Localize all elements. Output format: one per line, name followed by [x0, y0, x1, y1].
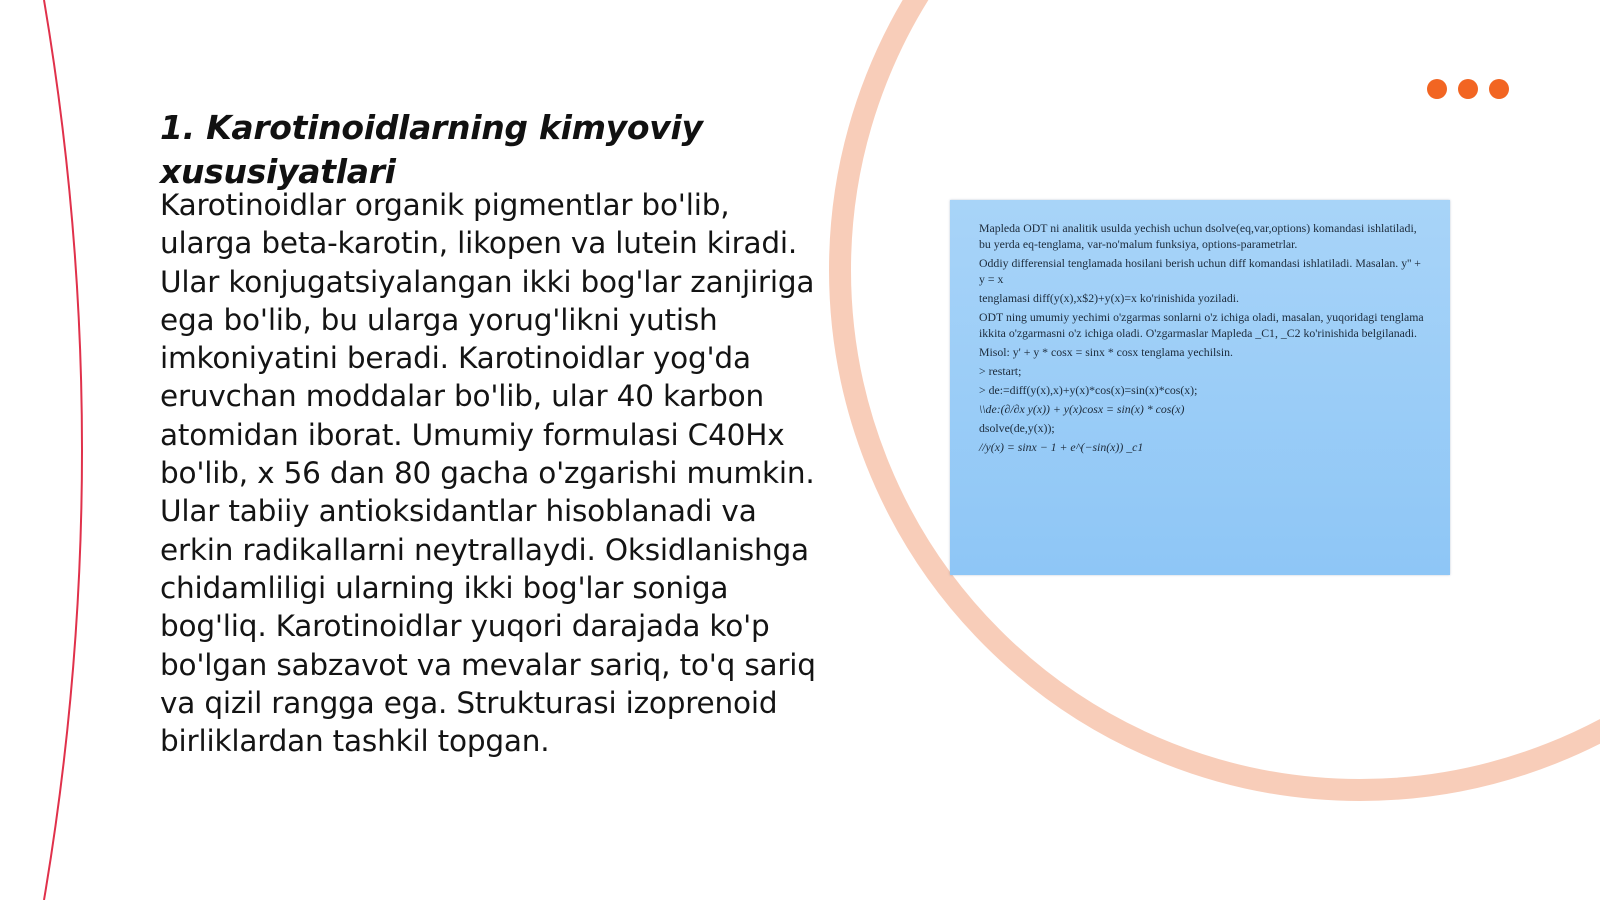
panel-text-line: dsolve(de,y(x)); [979, 421, 1055, 435]
maple-screenshot-image [950, 200, 1450, 575]
body-line: bog'liq. Karotinoidlar yuqori darajada ko'p [160, 609, 770, 644]
body-line: erkin radikallarni neytrallaydi. Oksidlanishga [160, 532, 809, 567]
panel-text-line: Mapleda ODT ni analitik usulda yechish uchun dsolve(eq,var,options) komandasi ishlatiladi, bu yerda eq-tenglama, var-no'malum funksiya, options-parametrlar. [979, 221, 1417, 251]
accent-dot [1489, 79, 1509, 99]
body-line: imkoniyatini beradi. Karotinoidlar yog'da [160, 341, 751, 376]
body-line: Ular tabiiy antioksidantlar hisoblanadi va [160, 494, 757, 529]
accent-dot [1427, 79, 1447, 99]
panel-text-line: ODT ning umumiy yechimi o'zgarmas sonlarni o'z ichiga oladi, masalan, yuqoridagi tenglama ikkita o'zgarmasni o'z ichiga oladi. O'zgarmaslar Mapleda _C1, _C2 ko'rinishida belgilanadi. [979, 310, 1424, 340]
left-red-curve [44, 0, 82, 900]
slide-title: 1. Karotinoidlarning kimyoviy xususiyatlari [160, 108, 703, 191]
body-line: ega bo'lib, bu ularga yorug'likni yutish [160, 302, 718, 337]
panel-text-line: > de:=diff(y(x),x)+y(x)*cos(x)=sin(x)*cos(x); [979, 383, 1198, 397]
body-line: bo'lgan sabzavot va mevalar sariq, to'q sariq [160, 647, 816, 682]
body-line: eruvchan moddalar bo'lib, ular 40 karbon [160, 379, 764, 414]
body-line: va qizil rangga ega. Strukturasi izoprenoid [160, 685, 778, 720]
body-line: Karotinoidlar organik pigmentlar bo'lib, [160, 188, 730, 222]
slide-body-text [160, 186, 860, 760]
body-line: atomidan iborat. Umumiy formulasi C40Hx [160, 417, 785, 452]
body-line: bo'lib, x 56 dan 80 gacha o'zgarishi mumkin. [160, 456, 815, 491]
panel-text-line: tenglamasi diff(y(x),x$2)+y(x)=x ko'rinishida yoziladi. [979, 291, 1239, 305]
accent-dot [1458, 79, 1478, 99]
body-line: chidamliligi ularning ikki bog'lar soniga [160, 570, 729, 605]
body-line: ularga beta-karotin, likopen va lutein kiradi. [160, 226, 798, 261]
panel-text-line: Oddiy differensial tenglamada hosilani berish uchun diff komandasi ishlatiladi. Masalan. y'' + y = x [979, 256, 1421, 286]
panel-text-line: > restart; [979, 364, 1022, 378]
panel-text-line: Misol: y' + y * cosx = sinx * cosx tenglama yechilsin. [979, 345, 1233, 359]
panel-text-line: //y(x) = sinx − 1 + e^(−sin(x)) _c1 [979, 440, 1144, 454]
body-line: Ular konjugatsiyalangan ikki bog'lar zanjiriga [160, 264, 815, 299]
panel-text-line: \\de:(∂/∂x y(x)) + y(x)cosx = sin(x) * cos(x) [979, 402, 1185, 416]
accent-dots [1427, 79, 1509, 99]
body-line: birliklardan tashkil topgan. [160, 724, 550, 759]
